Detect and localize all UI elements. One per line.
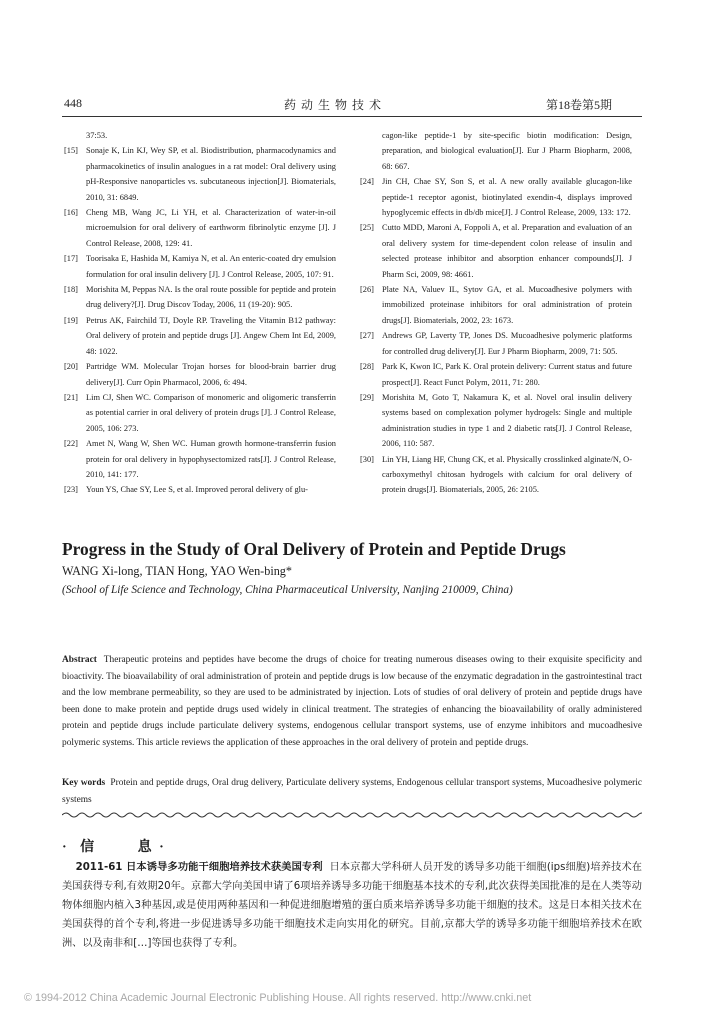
reference-text: Petrus AK, Fairchild TJ, Doyle RP. Traveling the Vitamin B12 pathway: Oral delivery of protein and peptide drugs [J]. Angew Chem Int Ed, 2009, 48: 1022. [86,315,336,356]
reference-number: [23] [64,485,78,495]
reference-item [360,390,632,452]
reference-item [64,143,336,205]
reference-number: [29] [360,392,374,402]
reference-number: [30] [360,454,374,464]
reference-item [64,205,336,251]
keywords-label: Key words [62,778,106,788]
reference-text: Amet N, Wang W, Shen WC. Human growth hormone-transferrin fusion protein for oral delivery in hypophysectomized rats[J]. J Control Release, 2010, 141: 177. [86,439,336,479]
reference-text: Morishita M, Peppas NA. Is the oral route possible for peptide and protein drug delivery?[J]. Drug Discov Today, 2006, 11 (19-20): 905. [86,285,336,310]
reference-number: [16] [64,208,78,218]
keywords-text: Protein and peptide drugs, Oral drug delivery, Particulate delivery systems, Endogenous cellular transport systems, Mucoadhesive polymeric systems [62,778,643,805]
info-heading-char-1: 信 [80,840,97,855]
info-item-title: 2011-61 日本诱导多功能干细胞培养技术获美国专利 [75,862,323,873]
reference-item [360,174,632,220]
reference-number: [19] [64,315,78,325]
header-rule [62,116,642,117]
reference-number: [27] [360,331,374,341]
info-heading [62,836,166,856]
info-item [62,858,642,953]
reference-item [64,128,336,143]
english-keywords [62,775,642,808]
reference-text: Toorisaka E, Hashida M, Kamiya N, et al. An enteric-coated dry emulsion formulation for oral insulin delivery [J]. J Control Release, 2005, 107: 91. [86,254,336,279]
reference-item [64,390,336,436]
reference-text: Partridge WM. Molecular Trojan horses for blood-brain barrier drug delivery[J]. Curr Opin Pharmacol, 2006, 6: 494. [86,362,336,387]
journal-name: 药 动 生 物 技 术 [284,98,383,112]
reference-item [360,282,632,328]
reference-text: Cutto MDD, Maroni A, Foppoli A, et al. Preparation and evaluation of an oral delivery system for time-dependent colon release of insulin and selected protease inhibitor and absorption enhancer compounds[J]. J Pharm Sci, 2009, 98: 4661. [382,223,632,279]
references-right-column [360,128,632,498]
reference-number: [20] [64,362,78,372]
reference-number: [21] [64,392,78,402]
info-heading-char-2: 息 [137,840,154,855]
info-heading-dot: · [62,840,69,855]
reference-item [64,436,336,482]
reference-item [360,220,632,282]
info-item-text: 日本京都大学科研人员开发的诱导多功能干细胞(ips细胞)培养技术在美国获得专利,有效期20年。京都大学向美国申请了6项培养诱导多功能干细胞基本技术的专利,此次获得美国批准的是在人类等动物体细胞内植入3种基因,或是使用两种基因和一种促进细胞增殖的蛋白质来培养诱导多功能干细胞的技术。这是日本相关技术在美国获得的首个专利,将进一步促进诱导多功能干细胞技术走向实用化的研究。目前,京都大学的诱导多功能干细胞培养技术在欧洲、以及南非和[…]等国也获得了专利。 [62,862,642,949]
abstract-text: Therapeutic proteins and peptides have become the drugs of choice for treating numerous diseases owing to their exquisite specificity and bioactivity. The bioavailability of oral administration of protein and peptide drugs is low because of the enzymatic degradation in the gastrointestinal tract and the low membrane permeability, so they are used to be administrated by injection. Lots of studies of oral delivery of protein and peptide drugs have been done to make protein and peptide drugs used widely in clinical treatment. The strategies of enhancing the bioavailability of orally administered protein and peptide drugs include particulate delivery systems, endogenous cellular transport systems, use of enzyme inhibitors and mucoadhesive polymeric systems. This article reviews the application of these approaches in the oral delivery of protein and peptide drugs. [62,655,642,748]
reference-text: Youn YS, Chae SY, Lee S, et al. Improved peroral delivery of glu- [86,485,308,495]
reference-item [64,282,336,313]
page-number: 448 [64,96,82,110]
references-left-column [64,128,336,498]
english-title: Progress in the Study of Oral Delivery of Protein and Peptide Drugs [62,539,566,559]
reference-text: cagon-like peptide-1 by site-specific biotin modification: Design, preparation, and biological evaluation[J]. Eur J Pharm Biopharm, 2008, 68: 667. [382,131,632,171]
issue-label: 第18卷第5期 [546,98,613,112]
reference-number: [24] [360,177,374,187]
reference-text: Park K, Kwon IC, Park K. Oral protein delivery: Current status and future prospect[J]. React Funct Polym, 2011, 71: 280. [382,362,632,387]
reference-item [360,452,632,498]
reference-text: Lim CJ, Shen WC. Comparison of monomeric and oligomeric transferrin as potential carrier in oral delivery of protein drugs [J]. J Control Release, 2005, 106: 273. [86,392,336,433]
reference-item [64,313,336,359]
reference-text: Morishita M, Goto T, Nakamura K, et al. Novel oral insulin delivery systems based on complexation polymer hydrogels: Single and multiple administration studies in type 1 and 2 diabetic rats[J]. J Control Release, 2006, 110: 587. [382,392,632,449]
reference-text: Lin YH, Liang HF, Chung CK, et al. Physically crosslinked alginate/N, O-carboxymethyl chitosan hydrogels with calcium for oral delivery of protein drugs[J]. Biomaterials, 2005, 26: 2105. [382,454,632,495]
wavy-divider [62,811,642,819]
reference-text: 37:53. [86,131,108,140]
reference-text: Sonaje K, Lin KJ, Wey SP, et al. Biodistribution, pharmacodynamics and pharmacokinetics of insulin analogues in a rat model: Oral delivery using pH-Responsive nanoparticles vs. subcutaneous injection[J]. Biomaterials, 2010, 31: 6849. [86,146,336,202]
english-affiliation: (School of Life Science and Technology, China Pharmaceutical University, Nanjing 210009, China) [62,584,513,596]
reference-number: [28] [360,362,374,372]
reference-number: [22] [64,439,78,449]
reference-item [64,482,336,497]
reference-item [360,328,632,359]
english-authors: WANG Xi-long, TIAN Hong, YAO Wen-bing* [62,564,292,578]
reference-item [360,128,632,174]
reference-item [64,359,336,390]
reference-item [360,359,632,390]
reference-number: [25] [360,223,374,233]
info-heading-end: · [159,840,166,855]
reference-text: Andrews GP, Laverty TP, Jones DS. Mucoadhesive polymeric platforms for controlled drug delivery[J]. Eur J Pharm Biopharm, 2009, 71: 505. [382,331,632,356]
reference-number: [17] [64,254,78,264]
reference-item [64,251,336,282]
reference-text: Plate NA, Valuev IL, Sytov GA, et al. Mucoadhesive polymers with immobilized proteinase inhibitors for oral administration of protein drugs[J]. Biomaterials, 2002, 23: 1673. [382,285,632,325]
reference-text: Jin CH, Chae SY, Son S, et al. A new orally available glucagon-like peptide-1 receptor agonist, biotinylated exendin-4, displays improved hypoglycemic effects in db/db mice[J]. J Control Release, 2009, 133: 172. [382,177,632,218]
reference-number: [26] [360,285,374,295]
reference-number: [15] [64,146,78,156]
reference-number: [18] [64,285,78,295]
english-abstract [62,652,642,752]
abstract-label: Abstract [62,655,97,665]
reference-text: Cheng MB, Wang JC, Li YH, et al. Characterization of water-in-oil microemulsion for oral delivery of earthworm fibrinolytic enzyme [J]. J Control Release, 2008, 129: 41. [86,208,336,248]
copyright-footer: © 1994-2012 China Academic Journal Electronic Publishing House. All rights reserved. http://www.cnki.net [24,992,532,1004]
